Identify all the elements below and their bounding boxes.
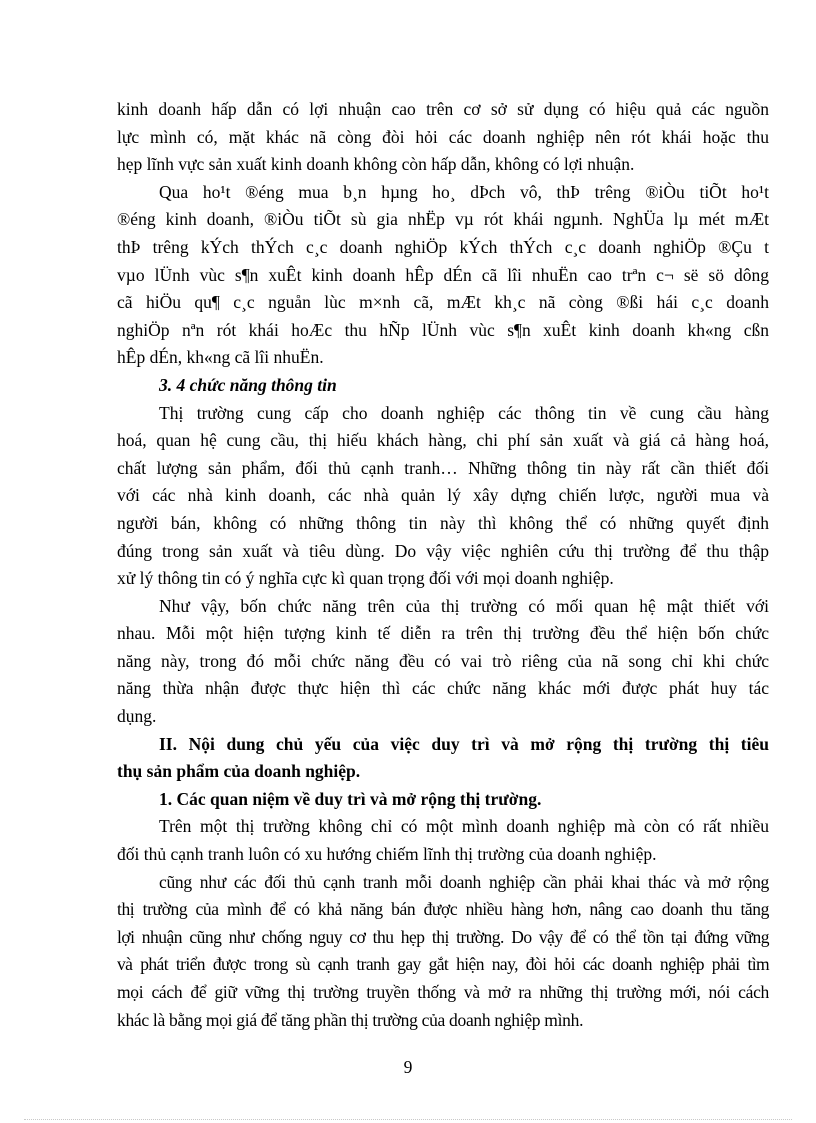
subsection-heading: 1. Các quan niệm về duy trì và mở rộng thị trường.: [159, 788, 542, 809]
document-page: [117, 96, 769, 1034]
text-line: đối thủ cạnh tranh luôn có xu hướng chiếm lĩnh thị trường của doanh nghiệp.: [117, 844, 657, 865]
text-line: năng thừa nhận được thực hiện thì các chức năng khác mới được phát huy tác: [117, 678, 769, 699]
text-line: dụng.: [117, 706, 157, 727]
text-line: với các nhà kinh doanh, các nhà quản lý xây dựng chiến lược, người mua và: [117, 485, 769, 506]
text-line: cã hiÖu qu¶ c¸c nguån lùc m×nh cã, mÆt kh¸c nã còng ®ßi hái c¸c doanh: [117, 292, 769, 313]
text-line: Qua ho¹t ®éng mua b¸n hµng ho¸ dÞch vô, thÞ trêng ®iÒu tiÕt ho¹t: [159, 181, 769, 202]
text-line: chất lượng sản phẩm, đối thủ cạnh tranh… Những thông tin này rất cần thiết đối: [117, 457, 769, 478]
text-line: thị trường của mình để có khả năng bán được nhiều hàng hơn, nâng cao doanh thu tăng: [117, 899, 769, 920]
text-line: nghiÖp nªn rót khái hoÆc thu hÑp lÜnh vùc s¶n xuÊt kinh doanh kh«ng cßn: [117, 319, 769, 340]
text-line: vµo lÜnh vùc s¶n xuÊt kinh doanh hÊp dÉn cã lîi nhuËn cao trªn c¬ së sö dông: [117, 264, 769, 285]
text-line: năng này, trong đó mỗi chức năng đều có vai trò riêng của nã song chỉ khi chức: [117, 650, 769, 671]
text-line: cũng như các đối thủ cạnh tranh mỗi doanh nghiệp cần phải khai thác và mở rộng: [159, 871, 769, 892]
text-line: kinh doanh hấp dẫn có lợi nhuận cao trên cơ sở sử dụng có hiệu quả các nguồn: [117, 99, 769, 119]
text-line: ®éng kinh doanh, ®iÒu tiÕt sù gia nhËp vµ rót khái ngµnh. NghÜa lµ mét mÆt: [117, 209, 769, 230]
text-line: hÊp dÉn, kh«ng cã lîi nhuËn.: [117, 347, 324, 368]
text-line: thÞ trêng kÝch thÝch c¸c doanh nghiÖp kÝch thÝch c¸c doanh nghiÖp ®Çu t: [117, 236, 769, 257]
section-heading: 3. 4 chức năng thông tin: [159, 374, 337, 395]
text-line: Thị trường cung cấp cho doanh nghiệp các thông tin về cung cầu hàng: [159, 402, 769, 423]
text-line: hoá, quan hệ cung cầu, thị hiếu khách hàng, chi phí sản xuất và giá cả hàng hoá,: [117, 430, 769, 451]
text-line: lực mình có, mặt khác nã còng đòi hỏi các doanh nghiệp nên rót khái hoặc thu: [117, 126, 769, 147]
text-line: Như vậy, bốn chức năng trên của thị trường có mối quan hệ mật thiết với: [159, 595, 769, 616]
text-line: Trên một thị trường không chỉ có một mình doanh nghiệp mà còn có rất nhiều: [159, 816, 769, 837]
page-bottom-divider: [24, 1119, 792, 1120]
text-line: và phát triển được trong sù cạnh tranh gay gắt hiện nay, đòi hỏi các doanh nghiệp phải tìm: [117, 954, 769, 975]
text-line: khác là bằng mọi giá để tăng phần thị trường của doanh nghiệp mình.: [117, 1009, 584, 1030]
text-line: mọi cách để giữ vững thị trường truyền thống và mở ra những thị trường mới, nói cách: [117, 982, 769, 1002]
text-line: lợi nhuận cũng như chống nguy cơ thu hẹp thị trường. Do vậy để có thể tồn tại đứng vững: [117, 926, 769, 947]
text-line: người bán, không có những thông tin này thì không thể có những quyết định: [117, 512, 769, 533]
chapter-heading: thụ sản phẩm của doanh nghiệp.: [117, 761, 361, 782]
text-line: xử lý thông tin có ý nghĩa cực kì quan trọng đối với mọi doanh nghiệp.: [117, 568, 614, 589]
text-line: hẹp lĩnh vực sản xuất kinh doanh không còn hấp dẫn, không có lợi nhuận.: [117, 154, 635, 175]
text-line: đúng trong sản xuất và tiêu dùng. Do vậy việc nghiên cứu thị trường để thu thập: [117, 540, 769, 561]
page-number: 9: [403, 1057, 413, 1077]
chapter-heading: II. Nội dung chủ yếu của việc duy trì và mở rộng thị trường thị tiêu: [159, 733, 769, 754]
text-line: nhau. Mỗi một hiện tượng kinh tế diễn ra trên thị trường đều thể hiện bốn chức: [117, 623, 769, 644]
